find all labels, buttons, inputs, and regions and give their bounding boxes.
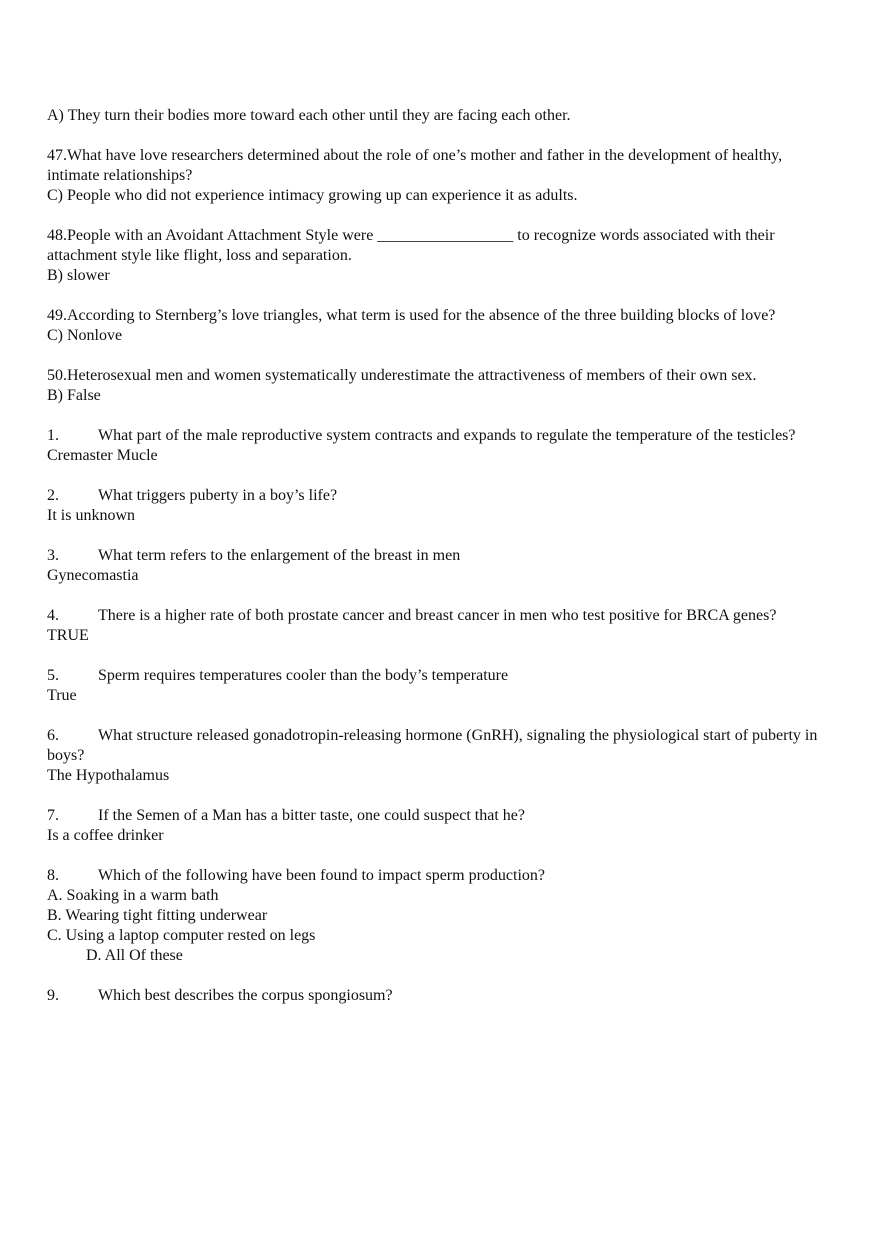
question-line [47,426,837,446]
question-number: 1. [47,427,59,444]
question-text: What triggers puberty in a boy’s life? [98,487,338,504]
question-48 [47,226,837,286]
intro-block [47,106,837,126]
intro-answer: A) They turn their bodies more toward each other until they are facing each other. [47,107,571,124]
question-line [47,606,837,626]
question-47 [47,146,837,206]
answer-text: Is a coffee drinker [47,827,164,844]
question-line [47,986,837,1006]
answer-text: D. All Of these [86,947,183,964]
answer-text: Cremaster Mucle [47,447,158,464]
question-text: Sperm requires temperatures cooler than the body’s temperature [98,667,509,684]
question-2 [47,486,837,526]
answer-text: Gynecomastia [47,567,139,584]
question-number: 3. [47,547,59,564]
question-line [47,546,837,566]
question-text: 50.Heterosexual men and women systematically underestimate the attractiveness of members of their own sex. [47,367,757,384]
document-page [47,106,837,1026]
question-text: Which of the following have been found to impact sperm production? [98,867,545,884]
answer-text: C) People who did not experience intimacy growing up can experience it as adults. [47,187,578,204]
question-text: What term refers to the enlargement of the breast in men [98,547,461,564]
question-9 [47,986,837,1006]
answer-text: TRUE [47,627,89,644]
question-number: 2. [47,487,59,504]
question-50 [47,366,837,406]
question-4 [47,606,837,646]
answer-text: The Hypothalamus [47,767,170,784]
question-number: 5. [47,667,59,684]
answer-text: B) False [47,387,101,404]
question-number: 8. [47,867,59,884]
question-7 [47,806,837,846]
question-text: What structure released gonadotropin-releasing hormone (GnRH), signaling the physiological start of puberty in boys? [47,727,818,764]
question-line [47,486,837,506]
question-text: What part of the male reproductive system contracts and expands to regulate the temperature of the testicles? [98,427,796,444]
question-number: 4. [47,607,59,624]
question-text: Which best describes the corpus spongiosum? [98,987,393,1004]
question-49 [47,306,837,346]
question-line [47,806,837,826]
question-number: 6. [47,727,59,744]
question-text: 47.What have love researchers determined about the role of one’s mother and father in the development of healthy, intimate relationships? [47,147,783,184]
question-line [47,866,837,886]
question-8 [47,866,837,966]
question-5 [47,666,837,706]
option-a: A. Soaking in a warm bath [47,887,219,904]
answer-text: True [47,687,77,704]
question-number: 7. [47,807,59,824]
option-c: C. Using a laptop computer rested on legs [47,927,316,944]
question-text: 48.People with an Avoidant Attachment Style were _________________ to recognize words associated with their attachment style like flight, loss and separation. [47,227,775,264]
question-1 [47,426,837,466]
question-3 [47,546,837,586]
answer-text: It is unknown [47,507,135,524]
answer-text: C) Nonlove [47,327,123,344]
answer-text: B) slower [47,267,110,284]
question-text: If the Semen of a Man has a bitter taste, one could suspect that he? [98,807,525,824]
question-text: There is a higher rate of both prostate cancer and breast cancer in men who test positive for BRCA genes? [98,607,777,624]
question-line [47,666,837,686]
option-b: B. Wearing tight fitting underwear [47,907,268,924]
question-6 [47,726,837,786]
question-line [47,726,837,766]
question-number: 9. [47,987,59,1004]
question-text: 49.According to Sternberg’s love triangles, what term is used for the absence of the three building blocks of love? [47,307,776,324]
